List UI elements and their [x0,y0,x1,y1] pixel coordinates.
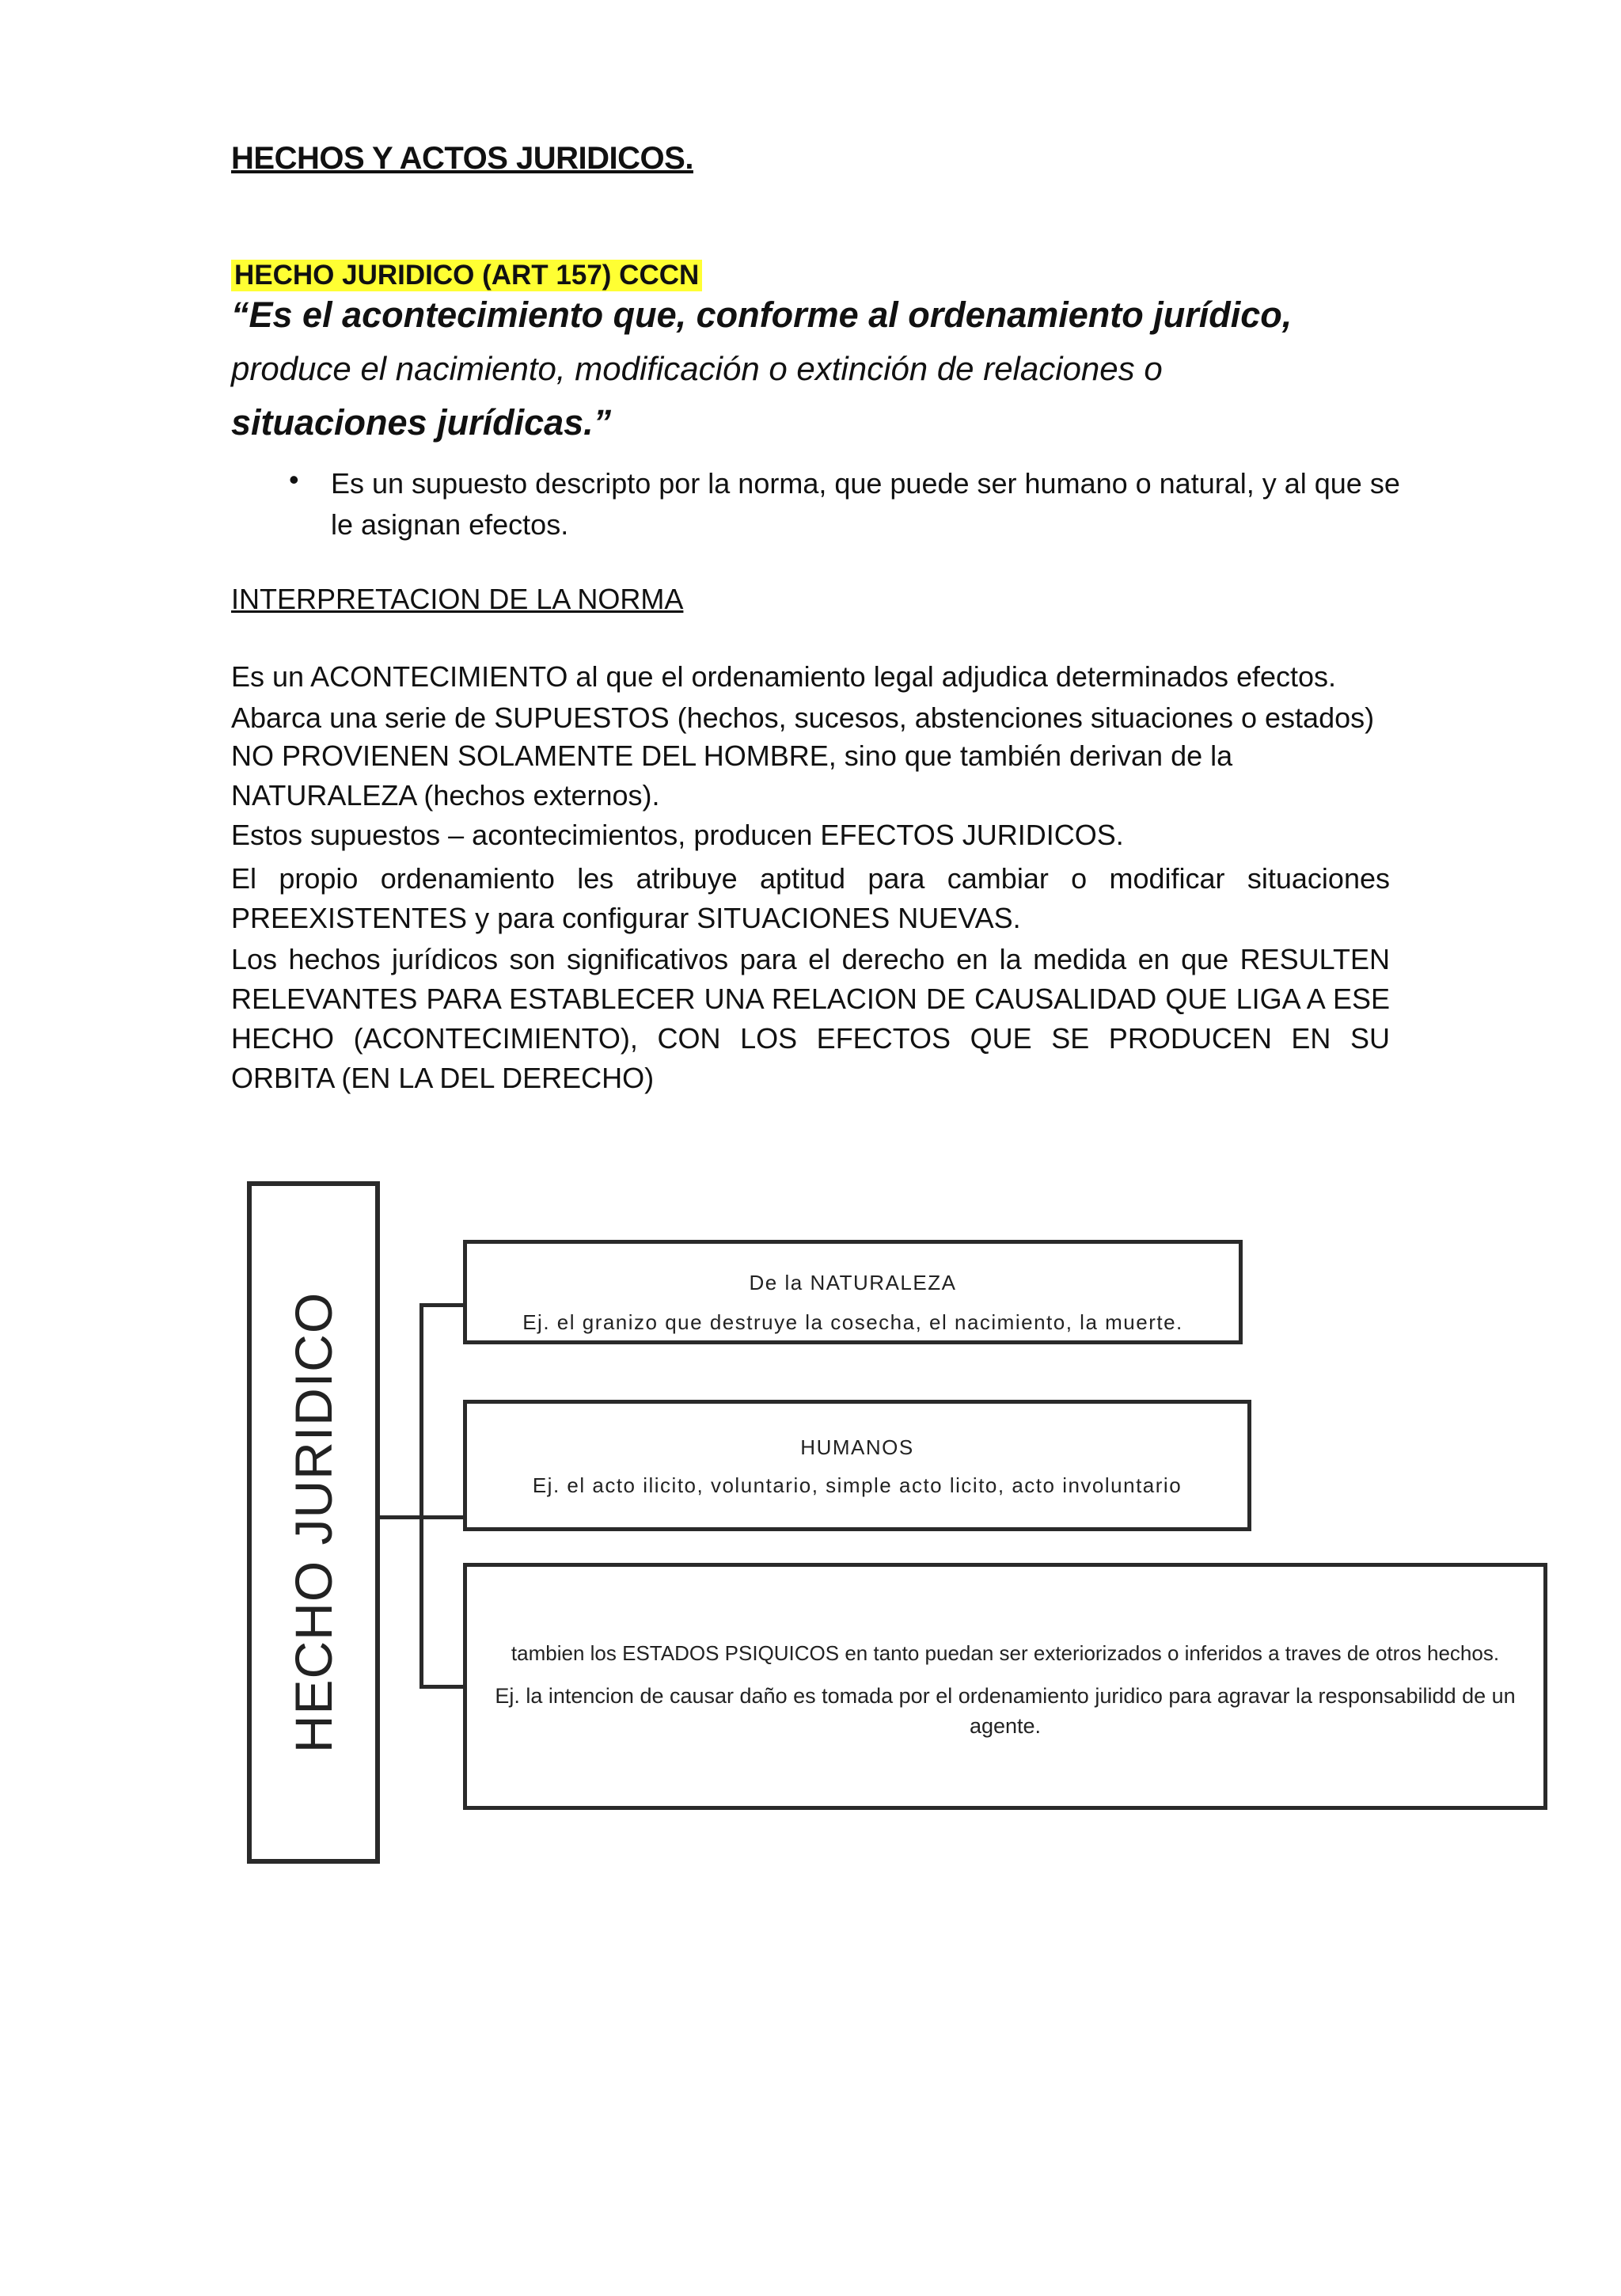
box-title: HUMANOS [800,1435,914,1459]
diagram-root-label: HECHO JURIDICO [284,1291,343,1754]
diagram-box-naturaleza [463,1240,1243,1344]
diagram-root-box [247,1181,380,1864]
diagram-box-estados-psiquicos [463,1563,1547,1810]
paragraph: Estos supuestos – acontecimientos, producen EFECTOS JURIDICOS. [231,819,1124,851]
box-title: tambien los ESTADOS PSIQUICOS en tanto puedan ser exteriorizados o inferidos a traves de otros hechos. [511,1641,1500,1665]
connector-line [419,1303,423,1688]
bullet-text: Es un supuesto descripto por la norma, que puede ser humano o natural, y al que se le asignan efectos. [331,467,1400,541]
section-heading-interpretacion: INTERPRETACION DE LA NORMA [231,583,684,615]
bullet-marker: • [289,463,299,496]
paragraph: Abarca una serie de SUPUESTOS (hechos, sucesos, abstenciones situaciones o estados) [231,701,1375,734]
connector-line [419,1515,465,1519]
box-example: Ej. el acto ilicito, voluntario, simple acto licito, acto involuntario [532,1473,1183,1497]
definition-quote-line-3: situaciones jurídicas.” [231,402,612,443]
paragraph: Es un ACONTECIMIENTO al que el ordenamiento legal adjudica determinados efectos. [231,660,1337,693]
page-title: HECHOS Y ACTOS JURIDICOS. [231,141,693,176]
definition-quote-line-1: “Es el acontecimiento que, conforme al ordenamiento jurídico, [231,295,1293,335]
connector-line [419,1303,465,1307]
section-heading-hecho-juridico: HECHO JURIDICO (ART 157) CCCN [231,260,702,291]
box-example: Ej. la intencion de causar daño es tomada por el ordenamiento juridico para agravar la responsabilidd de un agente. [495,1684,1516,1738]
connector-line [419,1685,465,1689]
paragraph: Los hechos jurídicos son significativos para el derecho en la medida en que RESULTEN RELEVANTES PARA ESTABLECER UNA RELACION DE CAUSALIDAD QUE LIGA A ESE HECHO (ACONTECIMIENTO), CON LOS EFECTOS QUE SE PRODUCEN EN SU ORBITA (EN LA DEL DERECHO) [231,943,1390,1094]
box-title: De la NATURALEZA [749,1271,957,1294]
paragraph: NO PROVIENEN SOLAMENTE DEL HOMBRE, sino que también derivan de la NATURALEZA (hechos externos). [231,739,1233,812]
paragraph: El propio ordenamiento les atribuye aptitud para cambiar o modificar situaciones PREEXISTENTES y para configurar SITUACIONES NUEVAS. [231,862,1390,934]
box-example: Ej. el granizo que destruye la cosecha, el nacimiento, la muerte. [522,1310,1183,1334]
connector-line [380,1515,423,1519]
diagram-box-humanos [463,1400,1251,1531]
definition-quote-line-2: produce el nacimiento, modificación o extinción de relaciones o [231,350,1163,387]
